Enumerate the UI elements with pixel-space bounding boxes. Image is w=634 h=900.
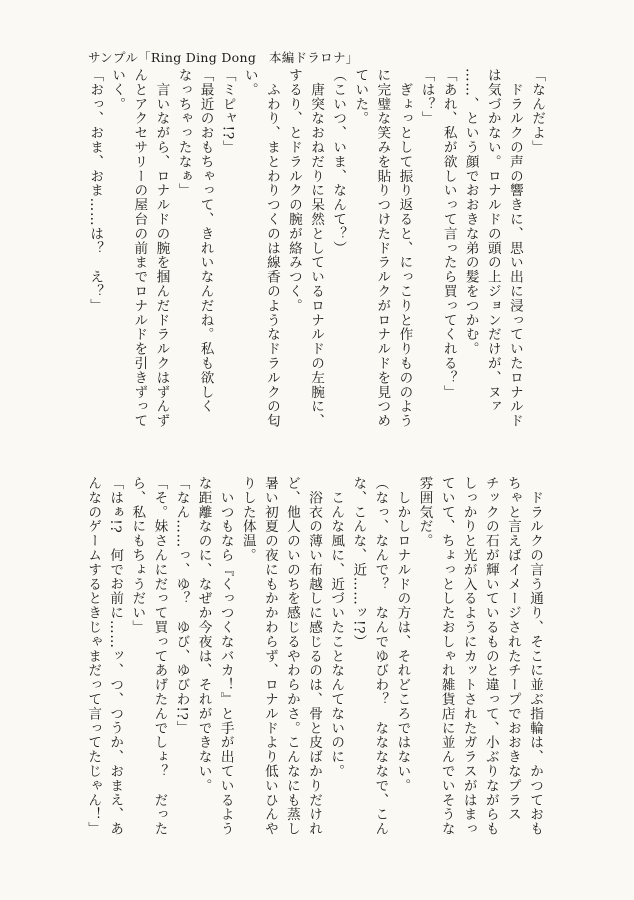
page-header: サンプル「Ring Ding Dong 本編ドラロナ」 — [88, 50, 359, 65]
text-line: んとアクセサリーの屋台の前までロナルドを引きずって — [131, 68, 148, 428]
text-line: に完璧な笑みを貼りつけたドラルクがロナルドを見つめ — [374, 68, 391, 428]
text-line: 「あれ、私が欲しいって言ったら買ってくれる？」 — [440, 68, 457, 400]
text-line: 「ミピャ!?」 — [219, 68, 236, 155]
text-line: な距離なのに、なぜか今夜は、それができない。 — [195, 476, 212, 793]
text-line: は気づかない。ロナルドの頭の上ジョンだけが、ヌァ — [484, 68, 501, 414]
text-line: な、こんな、近……ッ!?） — [350, 476, 367, 649]
text-line: 雰囲気だ。 — [416, 476, 433, 548]
text-line: ドラルクの声の響きに、思い出に浸っていたロナルド — [506, 68, 523, 428]
text-line: ドラルクの言う通り、そこに並ぶ指輪は、かつておも — [527, 476, 543, 836]
text-line: いく。 — [109, 68, 126, 112]
upper-text-block — [84, 68, 548, 438]
text-line: （なっ、なんで？ なんでゆびわ？ ななななで、こん — [372, 476, 389, 836]
text-line: しかしロナルドの方は、それどころではない。 — [394, 476, 411, 793]
text-line: こんな風に、近づいたことなんてないのに。 — [328, 476, 345, 779]
text-line: 「そ。妹さんにだって買ってあげたんでしょ？ だった — [151, 476, 168, 836]
text-line: 「おっ、おま、おま……は？ え？」 — [87, 68, 104, 313]
text-line: 唐突なおねだりに呆然としているロナルドの左腕に、 — [308, 68, 325, 428]
lower-text-block — [82, 476, 546, 842]
text-line: 「最近のおもちゃって、きれいなんだね。私も欲しく — [197, 68, 214, 414]
text-line: ちゃと言えばイメージされたチープでおおきなプラス — [504, 476, 521, 822]
text-line: なっちゃったなぁ」 — [175, 68, 192, 198]
text-line: するり、とドラルクの腕が絡みつく。 — [285, 68, 302, 313]
text-line: 「なんだよ」 — [529, 68, 545, 155]
text-line: ていた。 — [352, 68, 369, 126]
text-line: 暑い初夏の夜にもかかわらず、ロナルドより低いひんや — [261, 476, 278, 836]
text-line: りした体温。 — [239, 476, 256, 563]
text-line: ……、という顔でおおきな弟の髪をつかむ。 — [462, 68, 479, 356]
text-line: 言いながら、ロナルドの腕を掴んだドラルクはずんず — [153, 68, 170, 428]
text-line: 「はぁ!? 何でお前に……ッ、つ、つうか、おまえ、あ — [107, 476, 124, 836]
text-line: 「なん……っ、ゆ？ ゆび、ゆびわ!?」 — [173, 476, 190, 736]
text-line: 「は？」 — [418, 68, 435, 126]
text-line: ぎょっとして振り返ると、にっこりと作りもののよう — [396, 68, 413, 428]
text-line: んなのゲームするときじゃまだって言ってたじゃん！」 — [85, 476, 102, 836]
text-line: ら、私にもちょうだい」 — [129, 476, 146, 635]
text-line: ふわり、まとわりつくのは線香のようなドラルクの匂 — [263, 68, 280, 428]
text-line: ていて、ちょっとしたおしゃれ雑貨店に並んでいそうな — [438, 476, 455, 836]
text-line: しっかりと光が入るようにカットされたガラスがはまっ — [460, 476, 477, 836]
text-line: ど、他人のいのちを感じるやわらかさ。こんなにも蒸し — [283, 476, 300, 836]
text-line: 浴衣の薄い布越しに感じるのは、骨と皮ばかりだけれ — [306, 476, 323, 836]
text-line: い。 — [241, 68, 258, 97]
text-line: （こいつ、いま、なんて？） — [330, 68, 347, 256]
text-line: いつもなら『くっつくなバカ！』と手が出ているよう — [217, 476, 234, 836]
text-line: チックの石が輝いているものと違って、小ぶりながらも — [482, 476, 499, 836]
